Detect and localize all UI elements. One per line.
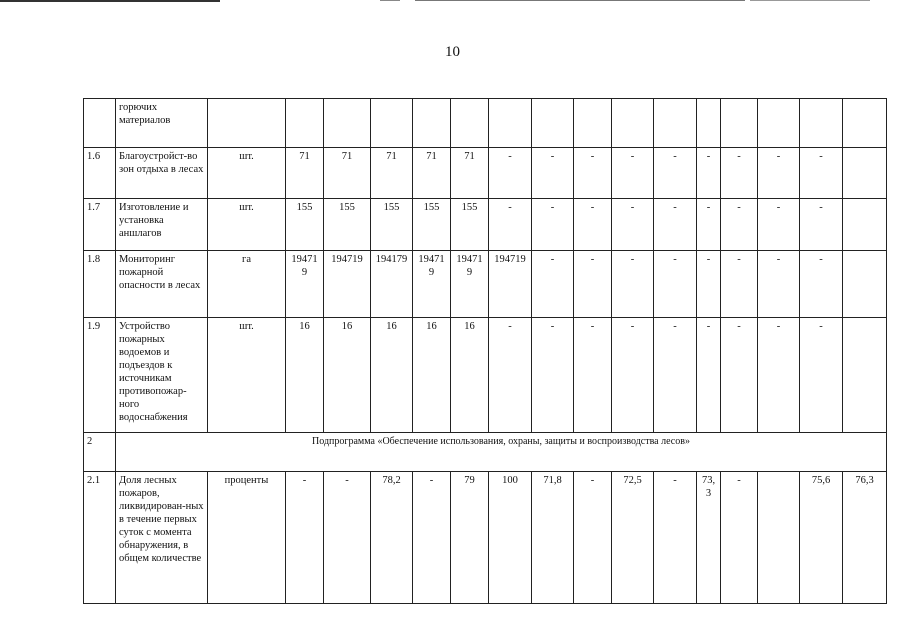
value-cell: - [758, 199, 800, 251]
value-cell: - [612, 148, 654, 199]
value-cell: - [489, 148, 532, 199]
value-cell: - [532, 318, 574, 433]
unit-cell: га [208, 251, 286, 318]
value-cell: - [413, 472, 451, 604]
value-cell: 71 [286, 148, 324, 199]
value-cell: 71 [371, 148, 413, 199]
row-number-cell: 2.1 [84, 472, 116, 604]
value-cell: 73,3 [697, 472, 721, 604]
row-number-cell: 1.9 [84, 318, 116, 433]
value-cell: - [532, 251, 574, 318]
value-cell: - [612, 318, 654, 433]
table-row [84, 199, 887, 251]
value-cell: 194719 [451, 251, 489, 318]
indicator-name-cell: Мониторинг пожарной опасности в лесах [116, 251, 208, 318]
value-cell: 71 [324, 148, 371, 199]
value-cell: - [532, 199, 574, 251]
value-cell: 194719 [489, 251, 532, 318]
indicators-table [83, 98, 887, 604]
value-cell [800, 99, 843, 148]
value-cell: 194719 [413, 251, 451, 318]
value-cell: 16 [371, 318, 413, 433]
value-cell: - [654, 251, 697, 318]
scan-artifact-line [750, 0, 870, 1]
value-cell: 78,2 [371, 472, 413, 604]
value-cell: 194179 [371, 251, 413, 318]
value-cell: - [574, 472, 612, 604]
value-cell: - [324, 472, 371, 604]
value-cell: 155 [413, 199, 451, 251]
value-cell: - [721, 148, 758, 199]
table-row [84, 472, 887, 604]
value-cell: - [800, 251, 843, 318]
scan-artifact-line [0, 0, 220, 2]
indicator-name-cell: Благоустройст-во зон отдыха в лесах [116, 148, 208, 199]
indicator-name-cell: Устройство пожарных водоемов и подъездов к источникам противопожар-ного водоснабжения [116, 318, 208, 433]
value-cell: - [489, 318, 532, 433]
value-cell [654, 99, 697, 148]
unit-cell: шт. [208, 199, 286, 251]
unit-cell: шт. [208, 318, 286, 433]
value-cell: 100 [489, 472, 532, 604]
value-cell: - [286, 472, 324, 604]
value-cell: 155 [286, 199, 324, 251]
value-cell: - [721, 199, 758, 251]
value-cell [371, 99, 413, 148]
value-cell: 16 [286, 318, 324, 433]
value-cell: - [654, 199, 697, 251]
table-row [84, 148, 887, 199]
value-cell [843, 318, 887, 433]
value-cell [697, 99, 721, 148]
table-row [84, 99, 887, 148]
value-cell: - [612, 251, 654, 318]
value-cell: 194719 [286, 251, 324, 318]
value-cell: 16 [413, 318, 451, 433]
value-cell: - [574, 318, 612, 433]
value-cell: 194719 [324, 251, 371, 318]
value-cell: - [654, 318, 697, 433]
value-cell [721, 99, 758, 148]
table-row [84, 318, 887, 433]
value-cell: - [758, 251, 800, 318]
value-cell: 155 [451, 199, 489, 251]
value-cell: 79 [451, 472, 489, 604]
value-cell: - [697, 148, 721, 199]
section-row [84, 433, 887, 472]
value-cell: - [654, 472, 697, 604]
value-cell: 155 [371, 199, 413, 251]
value-cell: - [532, 148, 574, 199]
value-cell [451, 99, 489, 148]
value-cell: - [721, 251, 758, 318]
value-cell: 72,5 [612, 472, 654, 604]
table-row [84, 251, 887, 318]
value-cell: 155 [324, 199, 371, 251]
value-cell: 71,8 [532, 472, 574, 604]
value-cell: - [758, 318, 800, 433]
value-cell [286, 99, 324, 148]
value-cell: - [574, 148, 612, 199]
value-cell: - [574, 199, 612, 251]
row-number-cell: 1.6 [84, 148, 116, 199]
unit-cell [208, 99, 286, 148]
value-cell: - [612, 199, 654, 251]
unit-cell: шт. [208, 148, 286, 199]
indicator-name-cell: Доля лесных пожаров, ликвидирован-ных в течение первых суток с момента обнаружения, в общем количестве [116, 472, 208, 604]
value-cell [324, 99, 371, 148]
value-cell [843, 99, 887, 148]
row-number-cell: 1.7 [84, 199, 116, 251]
value-cell [532, 99, 574, 148]
unit-cell: проценты [208, 472, 286, 604]
value-cell [843, 251, 887, 318]
indicator-name-cell: Изготовление и установка аншлагов [116, 199, 208, 251]
row-number-cell [84, 99, 116, 148]
value-cell: - [758, 148, 800, 199]
value-cell: - [721, 318, 758, 433]
indicator-name-cell: горючих материалов [116, 99, 208, 148]
value-cell [843, 199, 887, 251]
value-cell: - [697, 318, 721, 433]
row-number-cell: 1.8 [84, 251, 116, 318]
value-cell: - [800, 148, 843, 199]
value-cell [489, 99, 532, 148]
value-cell: - [574, 251, 612, 318]
value-cell: 71 [413, 148, 451, 199]
page-number: 10 [445, 44, 460, 60]
value-cell: 16 [451, 318, 489, 433]
value-cell: - [489, 199, 532, 251]
section-number-cell: 2 [84, 433, 116, 472]
scan-artifact-line [380, 0, 400, 1]
value-cell: 76,3 [843, 472, 887, 604]
value-cell: - [654, 148, 697, 199]
value-cell [612, 99, 654, 148]
value-cell: 75,6 [800, 472, 843, 604]
value-cell [843, 148, 887, 199]
value-cell: - [697, 251, 721, 318]
value-cell: 71 [451, 148, 489, 199]
value-cell: - [800, 318, 843, 433]
value-cell [758, 472, 800, 604]
value-cell [413, 99, 451, 148]
value-cell [758, 99, 800, 148]
value-cell: - [721, 472, 758, 604]
value-cell: 16 [324, 318, 371, 433]
scan-artifact-line [415, 0, 745, 1]
value-cell [574, 99, 612, 148]
section-title-cell: Подпрограмма «Обеспечение использования, охраны, защиты и воспроизводства лесов» [116, 433, 887, 472]
value-cell: - [697, 199, 721, 251]
value-cell: - [800, 199, 843, 251]
